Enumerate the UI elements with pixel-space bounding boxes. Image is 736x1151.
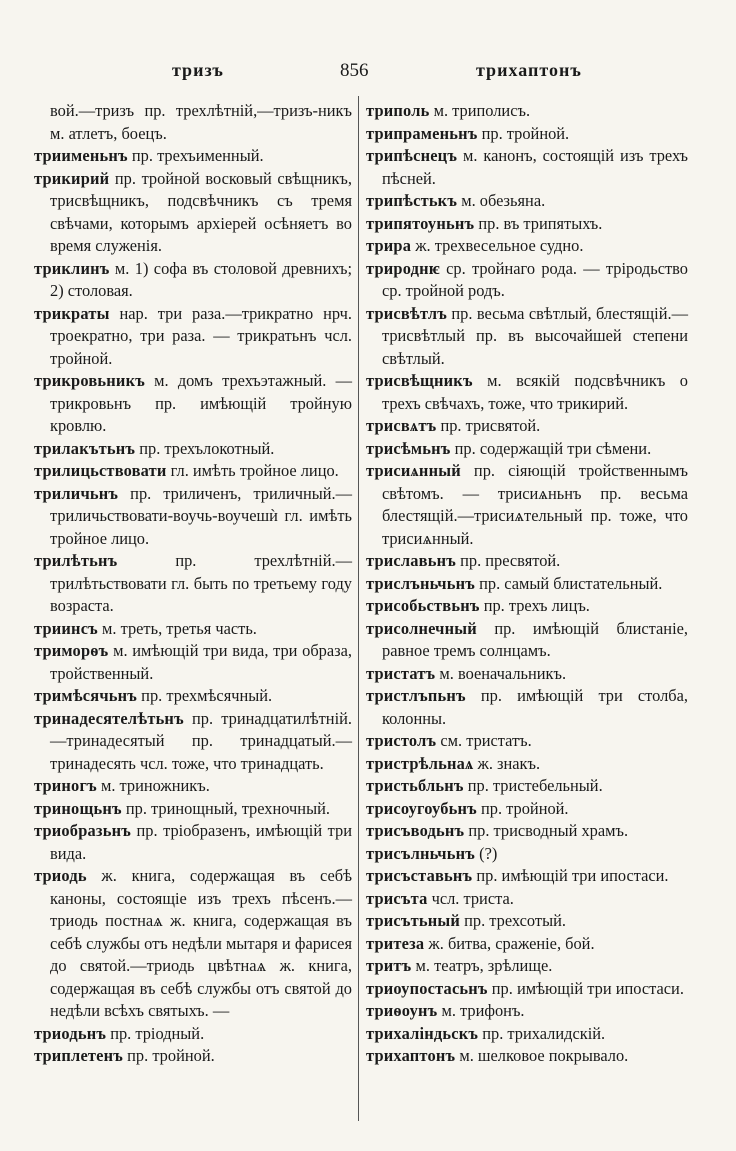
entry-headword: триодьнъ: [34, 1023, 107, 1043]
entry-definition: пр. трихалидскій.: [478, 1023, 606, 1043]
entry-headword: трисобьствьнъ: [366, 596, 480, 615]
entry-definition: пр. сіяющій тройственнымъ свѣтомъ. — трисиѧньнъ пр. весьма блестящій.—трисиѧтельный пр. тоже, что трисиѧнный.: [382, 461, 688, 548]
entry-headword: трисътьный: [366, 911, 461, 930]
dictionary-entry: [366, 1023, 688, 1046]
entry-definition: пр. тройной.: [477, 123, 570, 143]
entry-headword: триславьнъ: [366, 551, 456, 570]
dictionary-entry: [366, 978, 688, 1001]
entry-definition: пр. содержащій три сѣмени.: [450, 438, 652, 458]
dictionary-entry: [34, 1045, 352, 1068]
entry-definition: пр. триличенъ, триличный.—триличьствовати-воучь-воучешѝ гл. имѣть тройное лицо.: [50, 483, 352, 548]
entry-headword: тринощьнъ: [34, 798, 122, 818]
entry-headword: трислъньчьнъ: [366, 573, 476, 593]
entry-headword: трилѣтьнъ: [34, 551, 118, 570]
entry-definition: пр. тройной восковый свѣщникъ, трисвѣщникъ, подсвѣчникъ съ тремя свѣчами, которымъ архіерей осѣняетъ во время служенія.: [50, 168, 352, 255]
entry-headword: триклинъ: [34, 258, 110, 278]
dictionary-entry: [366, 145, 688, 190]
dictionary-entry: [366, 618, 688, 663]
entry-definition: пр. тринадцатилѣтній.—тринадесятый пр. тринадцатый.—тринадесять чсл. тоже, что тринадцать.: [50, 708, 352, 773]
entry-headword: триморѳъ: [34, 641, 109, 660]
dictionary-entry: [366, 123, 688, 146]
entry-definition: пр. трехълокотный.: [135, 438, 275, 458]
entry-headword: трихаліндьскъ: [366, 1023, 479, 1043]
entry-definition: пр. трисвятой.: [436, 416, 541, 435]
entry-definition: пр. тристебельный.: [463, 776, 603, 795]
entry-definition: пр. имѣющій три ипостаси.: [487, 978, 684, 998]
dictionary-entry: [34, 820, 352, 865]
entry-definition: ж. трехвесельное судно.: [411, 236, 584, 255]
entry-definition: м. трифонъ.: [437, 1001, 525, 1020]
entry-headword: трисоугоубьнъ: [366, 798, 477, 818]
entry-definition: пр. трехлѣтній.—трилѣтьствовати гл. быть по третьему году возраста.: [50, 551, 352, 615]
entry-headword: триодь: [34, 866, 87, 885]
entry-headword: тристолъ: [366, 731, 437, 750]
entry-headword: трисъставьнъ: [366, 866, 473, 885]
column-divider: [358, 96, 359, 1121]
dictionary-entry: [34, 865, 352, 1023]
entry-headword: трисвѧтъ: [366, 416, 437, 435]
dictionary-entry: [34, 550, 352, 618]
entry-definition: пр. трехмѣсячный.: [137, 686, 273, 705]
entry-definition: пр. тринощный, трехночный.: [121, 798, 330, 818]
dictionary-entry: [34, 618, 352, 641]
entry-headword: тринадесятелѣтьнъ: [34, 708, 184, 728]
entry-text: вой.—тризъ пр. трехлѣтній,—тризъ-никъ м. атлетъ, боецъ.: [50, 101, 352, 143]
dictionary-entry: [366, 550, 688, 573]
entry-definition: пр. трехъ лицъ.: [479, 596, 590, 615]
entry-definition: пр. пресвятой.: [456, 551, 561, 570]
dictionary-entry: [366, 843, 688, 866]
dictionary-entry: [34, 258, 352, 303]
dictionary-entry: [34, 640, 352, 685]
entry-headword: трисиѧнный: [366, 461, 461, 480]
dictionary-entry: [34, 145, 352, 168]
entry-headword: трисвѣщникъ: [366, 371, 473, 390]
entry-definition: гл. имѣть тройное лицо.: [166, 461, 339, 480]
entry-headword: трисѣмьнъ: [366, 438, 451, 458]
entry-headword: трисвѣтлъ: [366, 303, 447, 323]
dictionary-entry: [366, 888, 688, 911]
entry-headword: трилакътьнъ: [34, 438, 136, 458]
entry-definition: ж. битва, сраженіе, бой.: [424, 933, 595, 953]
entry-definition: ж. знакъ.: [473, 753, 541, 773]
entry-definition: м. военачальникъ.: [435, 663, 567, 683]
dictionary-entry: [34, 438, 352, 461]
entry-headword: трипѣстькъ: [366, 191, 458, 210]
entry-definition: м. треть, третья часть.: [97, 618, 257, 638]
dictionary-entry: [366, 415, 688, 438]
entry-headword: трисълньчьнъ: [366, 843, 476, 863]
entry-headword: триполь: [366, 101, 430, 120]
entry-headword: триобразьнъ: [34, 821, 131, 840]
entry-headword: трисолнечный: [366, 618, 477, 638]
entry-definition: м. триножникъ.: [96, 776, 210, 795]
dictionary-entry: [366, 730, 688, 753]
entry-definition: пр. трехсотый.: [460, 911, 566, 930]
entry-definition: пр. имѣющій три столба, колонны.: [382, 686, 688, 728]
entry-headword: трира: [366, 236, 412, 255]
entry-definition: м. имѣющій три вида, три образа, тройственный.: [50, 641, 352, 683]
dictionary-entry: [34, 168, 352, 258]
dictionary-entry: [366, 865, 688, 888]
entry-definition: чсл. триста.: [427, 888, 514, 908]
dictionary-entry: [34, 460, 352, 483]
dictionary-entry: [34, 100, 352, 145]
left-column: [34, 100, 352, 1068]
entry-headword: триименьнъ: [34, 146, 128, 165]
dictionary-entry: [34, 483, 352, 551]
entry-headword: тристьбльнъ: [366, 776, 464, 795]
entry-headword: трихаптонъ: [366, 1046, 456, 1065]
entry-definition: м. домъ трехъэтажный. —трикровьнъ пр. имѣющій тройную кровлю.: [50, 371, 352, 435]
entry-definition: (?): [475, 843, 498, 863]
entry-definition: ж. книга, содержащая въ себѣ каноны, состоящіе изъ трехъ пѣсенъ.—триодь постнаѧ ж. книга, содержащая въ себѣ службы отъ недѣли мытаря и фарисея до святой.—триодь цвѣтнаѧ ж. книга, содержащая въ себѣ службы отъ святой до недѣли всѣхъ святыхъ. —: [50, 866, 352, 1020]
dictionary-entry: [366, 820, 688, 843]
entry-definition: пр. въ трипятыхъ.: [474, 213, 603, 233]
dictionary-entry: [366, 258, 688, 303]
dictionary-entry: [34, 1023, 352, 1046]
entry-headword: тритъ: [366, 956, 412, 975]
entry-definition: пр. самый блистательный.: [475, 573, 663, 593]
entry-definition: пр. тройной.: [123, 1046, 215, 1065]
dictionary-entry: [366, 573, 688, 596]
dictionary-entry: [366, 438, 688, 461]
page-number: 856: [340, 60, 369, 81]
entry-definition: ср. тройнаго рода. — тріродьство ср. тройной родъ.: [382, 258, 688, 300]
entry-headword: триоупостасьнъ: [366, 978, 488, 998]
dictionary-entry: [366, 753, 688, 776]
running-head-left: тризъ: [172, 60, 224, 80]
dictionary-entry: [366, 685, 688, 730]
dictionary-entry: [34, 685, 352, 708]
dictionary-entry: [366, 370, 688, 415]
entry-headword: трилицьствовати: [34, 461, 167, 480]
dictionary-entry: [366, 933, 688, 956]
entry-headword: триплетенъ: [34, 1046, 124, 1065]
entry-headword: тристлъпьнъ: [366, 686, 466, 705]
dictionary-entry: [34, 708, 352, 776]
entry-definition: см. тристатъ.: [436, 731, 532, 750]
dictionary-entry: [366, 1000, 688, 1023]
entry-definition: пр. имѣющій три ипостаси.: [472, 866, 669, 885]
page-header: [0, 60, 736, 90]
entry-definition: пр. тріодный.: [106, 1023, 205, 1043]
entry-headword: триличьнъ: [34, 483, 119, 503]
entry-definition: пр. имѣющій блистаніе, равное тремъ солнцамъ.: [382, 618, 688, 660]
entry-headword: трироднѥ: [366, 258, 440, 278]
entry-definition: м. канонъ, состоящій изъ трехъ пѣсней.: [382, 146, 688, 188]
entry-definition: м. 1) софа въ столовой древнихъ; 2) столовая.: [50, 258, 352, 300]
entry-definition: м. всякій подсвѣчникъ о трехъ свѣчахъ, тоже, что трикирий.: [382, 371, 688, 413]
entry-headword: триногъ: [34, 776, 97, 795]
entry-headword: трипятоуньнъ: [366, 213, 475, 233]
entry-definition: пр. тройной.: [476, 798, 569, 818]
dictionary-entry: [366, 460, 688, 550]
entry-definition: м. обезьяна.: [457, 191, 546, 210]
entry-headword: трипраменьнъ: [366, 123, 478, 143]
entry-headword: трикровьникъ: [34, 371, 145, 390]
entry-headword: тристрѣльнаѧ: [366, 753, 474, 773]
dictionary-entry: [366, 798, 688, 821]
entry-definition: м. триполисъ.: [429, 101, 531, 120]
entry-definition: пр. весьма свѣтлый, блестящій.—трисвѣтлый пр. въ высочайшей степени свѣтлый.: [382, 303, 688, 368]
entry-headword: трисъводьнъ: [366, 821, 465, 840]
entry-headword: трикраты: [34, 303, 110, 323]
dictionary-entry: [366, 663, 688, 686]
dictionary-entry: [366, 910, 688, 933]
entry-definition: м. шелковое покрывало.: [455, 1046, 629, 1065]
dictionary-entry: [366, 955, 688, 978]
dictionary-entry: [366, 303, 688, 371]
entry-headword: тристатъ: [366, 663, 436, 683]
dictionary-entry: [366, 100, 688, 123]
entry-headword: триинсъ: [34, 618, 98, 638]
entry-headword: трипѣснецъ: [366, 146, 458, 165]
dictionary-entry: [34, 798, 352, 821]
entry-headword: трикирий: [34, 168, 110, 188]
entry-definition: пр. трехъименный.: [127, 146, 264, 165]
dictionary-entry: [366, 213, 688, 236]
dictionary-entry: [366, 1045, 688, 1068]
dictionary-entry: [366, 235, 688, 258]
entry-definition: м. театръ, зрѣлище.: [411, 956, 553, 975]
entry-definition: пр. тріобразенъ, имѣющій три вида.: [50, 821, 352, 863]
dictionary-entry: [34, 370, 352, 438]
entry-definition: пр. трисводный храмъ.: [464, 821, 629, 840]
entry-definition: нар. три раза.—трикратно нрч. троекратно, три раза. — трикратьнъ чсл. тройной.: [50, 303, 352, 368]
right-column: [366, 100, 688, 1068]
dictionary-entry: [366, 190, 688, 213]
entry-headword: тримѣсячьнъ: [34, 686, 138, 705]
dictionary-entry: [366, 595, 688, 618]
dictionary-entry: [34, 775, 352, 798]
entry-headword: трисъта: [366, 888, 428, 908]
entry-headword: тритеза: [366, 933, 425, 953]
entry-headword: триѳоунъ: [366, 1001, 438, 1020]
running-head-right: трихаптонъ: [476, 60, 582, 80]
dictionary-entry: [366, 775, 688, 798]
dictionary-entry: [34, 303, 352, 371]
